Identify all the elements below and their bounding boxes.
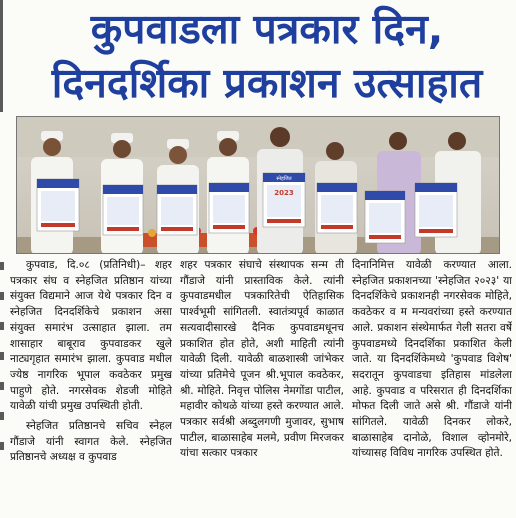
calendar (415, 183, 457, 237)
edge-mark (0, 442, 4, 450)
article-column-3 (352, 258, 512, 516)
page-left-edge (0, 0, 8, 518)
article-column-1 (10, 258, 172, 516)
edge-mark (0, 322, 4, 330)
headline-line-2: दिनदर्शिका प्रकाशन उत्साहात (51, 59, 483, 107)
calendar (37, 179, 79, 231)
headline-line-1: कुपवाडला पत्रकार दिन, (90, 5, 444, 53)
article-column-2 (180, 258, 344, 516)
calendar (157, 185, 197, 235)
article-paragraph: स्नेहजित प्रतिष्ठानचे सचिव स्नेहल गौंडाजे यांनी स्वागत केले. स्नेहजित प्रतिष्ठानचे अध्यक्ष व कुपवाड (10, 420, 172, 464)
article-paragraph: दिनानिमित्त यावेळी करण्यात आला. स्नेहजित प्रकाशनच्या 'स्नेहजित २०२३' या दिनदर्शिकेचे प्रकाशनही नगरसेवक मोहिते, कवठेकर व म मन्यवरांच्या हस्ते करण्यात आले. प्रकाशन संस्थेमार्फत गेली सतरा वर्षे कुपवाडमध्ये दिनदर्शिका प्रकाशित केली जाते. या दिनदर्शिकेमध्ये 'कुपवाड विशेष' सदरातून कुपवाडचा इतिहास मांडलेला आहे. कुपवाड व परिसरात ही दिनदर्शिका मोफत दिली जाते असे श्री. गौंडाजे यांनी सांगितले. यावेळी दिनकर लोकरे, बाळासाहेब दानोळे, विशाल व्होनमोरे, यांच्यासह विविध नागरिक उपस्थित होते. (352, 259, 512, 460)
calendar (365, 191, 405, 243)
edge-mark (0, 292, 4, 300)
calendar-title: स्नेहजित (276, 176, 292, 182)
edge-mark (0, 382, 4, 390)
news-photo (16, 116, 500, 254)
article-paragraph: शहर पत्रकार संघाचे संस्थापक सन्म ती गौंडाजे यांनी प्रास्ताविक केले. त्यांनी कुपवाडमधील पत्रकारितेची ऐतिहासिक पार्श्वभूमी सांगितली. स्वातंत्र्यपूर्व काळात सत्यवादीसारखे दैनिक कुपवाडमधूनच प्रकाशित होत होते, अशी माहिती त्यांनी यावेळी दिली. यावेळी बाळशास्त्री जांभेकर यांच्या प्रतिमेचे पूजन श्री.भूपाल कवठेकर, श्री. मोहिते. निवृत्त पोलिस नेमगोंडा पाटील, महावीर कोथळे यांच्या हस्ते करण्यात आले. पत्रकार सर्वश्री अब्दुलगणी मुजावर, सुभाष पाटील, बाळासाहेब मलमे, प्रवीण मिरजकर यांचा सत्कार पत्रकार (180, 259, 344, 460)
edge-mark (0, 352, 4, 360)
edge-mark (0, 412, 4, 420)
calendar-year: 2023 (274, 189, 294, 197)
photo-illustration (17, 117, 500, 254)
edge-mark (0, 262, 4, 270)
calendar (209, 183, 249, 233)
calendar (317, 183, 357, 233)
calendar (103, 185, 143, 235)
edge-mark (0, 0, 3, 112)
article-paragraph: कुपवाड, दि.०८ (प्रतिनिधी)– शहर पत्रकार संघ व स्नेहजित प्रतिष्ठान यांच्या संयुक्त विद्यमाने आज येथे पत्रकार दिन व स्नेहजित दिनदर्शिकेचे प्रकाशन असा संयुक्त समारंभ उत्साहात झाला. तम शासाहार बाबूराव कुपवाडकर खुले नाट्यगृहात समारंभ झाला. कुपवाड मधील ज्येष्ठ नागरिक भूपाल कवठेकर प्रमुख पाहुणे होते. नगरसेवक शेडजी मोहिते यावेळी यांची प्रमुख उपस्थिती होती. (10, 259, 172, 413)
